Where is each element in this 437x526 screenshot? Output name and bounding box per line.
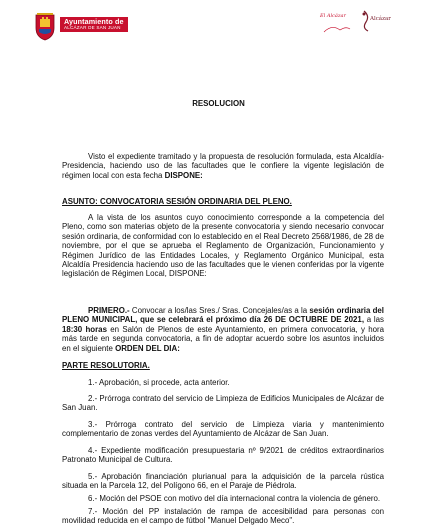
org-name: Ayuntamiento de — [64, 17, 124, 26]
first-label: PRIMERO.- — [88, 306, 130, 315]
coat-of-arms-icon — [34, 13, 56, 41]
first-text-3: en Salón de Plenos de este Ayuntamiento, en primera convocatoria, y hora más tarde en segunda convocatoria, a fin de adoptar acuerdo sobre los asuntos incluidos en el siguiente — [62, 324, 384, 353]
tertiary-logo — [356, 8, 392, 38]
castle-icon — [322, 20, 352, 34]
section-heading: PARTE RESOLUTORIA. — [62, 361, 150, 370]
org-name-banner — [60, 17, 128, 32]
agenda-item: 4.- Expediente modificación presupuestaria nº 9/2021 de créditos extraordinarios Patronato Municipal de Cultura. — [62, 446, 384, 465]
agenda-item: 1.- Aprobación, si procede, acta anterior. — [88, 378, 230, 387]
first-text-2: a las — [364, 315, 384, 325]
intro-paragraph — [62, 152, 384, 180]
first-resolution-paragraph — [62, 306, 384, 353]
session-info: sesión ordinaria del PLENO MUNICIPAL, que se celebrará el próximo día 26 DE OCTUBRE DE 2021, — [62, 306, 384, 325]
subject-heading: ASUNTO: CONVOCATORIA SESIÓN ORDINARIA DEL PLENO. — [62, 197, 292, 206]
first-text-1: Convocar a los/las Sres./ Sras. Concejales/as a la — [129, 306, 310, 315]
agenda-item: 6.- Moción del PSOE con motivo del día internacional contra la violencia de género. — [88, 494, 381, 503]
secondary-logo — [318, 13, 348, 35]
agenda-item: 5.- Aprobación financiación plurianual para la adquisición de la parcela rústica situada en la Parcela 12, del Polígono 66, en el Paraje de Piédrola. — [62, 472, 384, 491]
agenda-item: 2.- Prórroga contrato del servicio de Limpieza de Edificios Municipales de Alcázar de San Juan. — [62, 394, 384, 413]
agenda-item: 7.- Moción del PP instalación de rampa de accesibilidad para personas con movilidad reducida en el campo de fútbol "Manuel Delgado Meco". — [62, 507, 384, 526]
legal-basis-paragraph: A la vista de los asuntos cuyo conocimiento corresponde a la competencia del Pleno, como son materias objeto de la presente convocatoria y siendo necesario convocar sesión ordinaria, de conformidad con lo establecido en el Real Decreto 2568/1986, de 28 de noviembre, por el que se aprueba el Reglamento de Organización, Funcionamiento y Régimen Jurídico de las Entidades Locales, y Reglamento Orgánico Municipal, esta Alcaldía Presidencia haciendo uso de las facultades que le vienen conferidas por la vigente legislación de Régimen Local, DISPONE: — [62, 213, 384, 279]
tertiary-logo-text: Alcázar — [370, 16, 391, 22]
org-town: ALCÁZAR DE SAN JUAN — [64, 24, 121, 30]
agenda-item: 3.- Prórroga contrato del servicio de Limpieza viaria y mantenimiento complementario de zonas verdes del Ayuntamiento de Alcázar de San Juan. — [62, 420, 384, 439]
intro-dispone: DISPONE: — [164, 170, 203, 180]
session-time: 18:30 horas — [62, 324, 107, 334]
document-title: RESOLUCION — [192, 99, 245, 108]
municipal-logo — [34, 13, 152, 43]
intro-text: Visto el expediente tramitado y la propuesta de resolución formulada, esta Alcaldía-Presidencia, haciendo uso de las facultades que le confiere la vigente legislación de régimen local con esta fecha — [62, 152, 384, 180]
secondary-logo-text: El Alcázar — [320, 13, 346, 19]
agenda-label: ORDEN DEL DIA: — [115, 343, 180, 353]
